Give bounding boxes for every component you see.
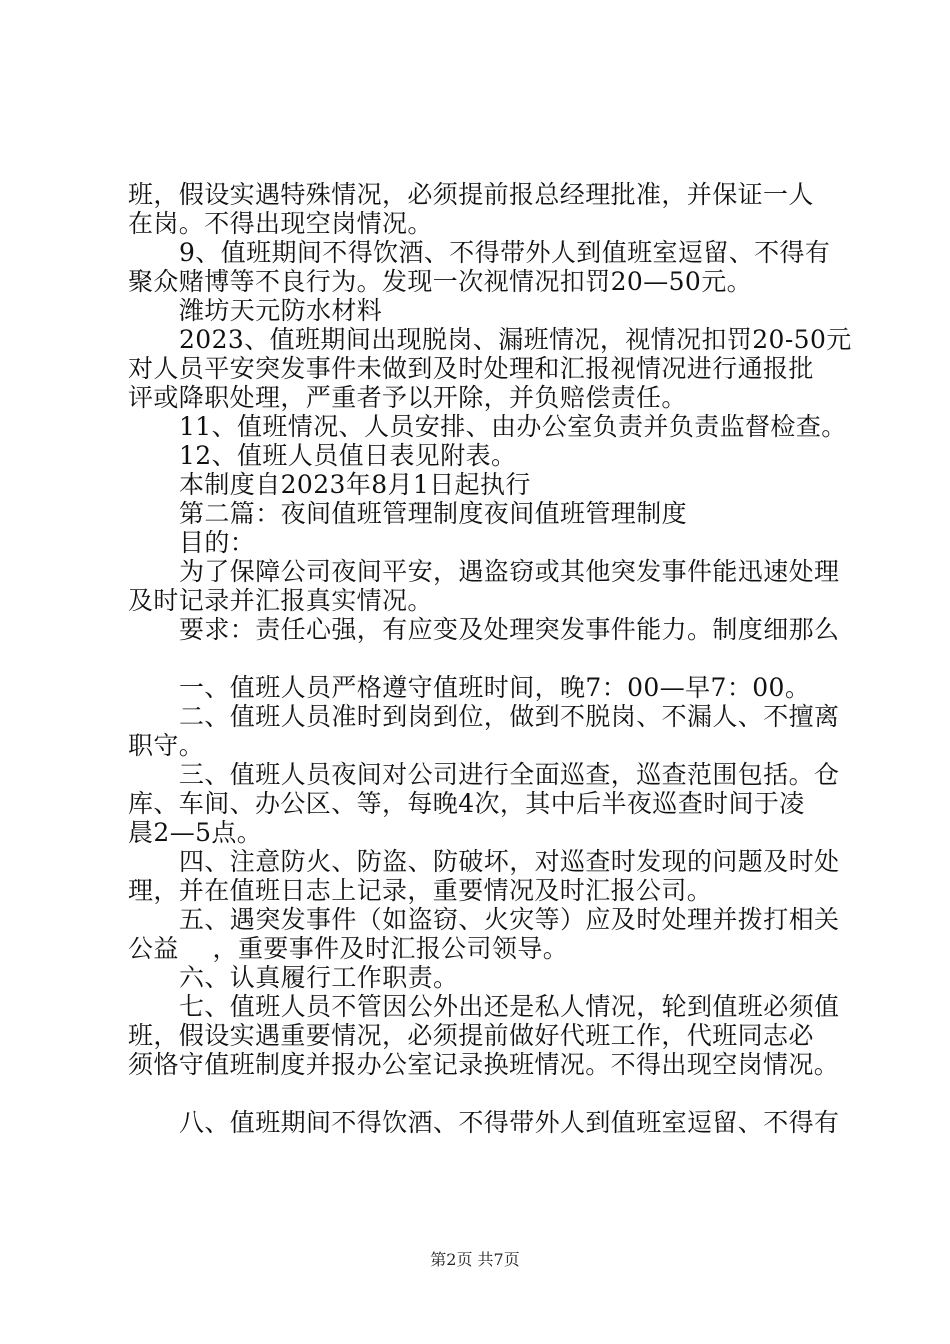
text-line: 公益 ，重要事件及时汇报公司领导。 bbox=[128, 934, 569, 963]
text-line: 9、值班期间不得饮酒、不得带外人到值班室逗留、不得有 bbox=[179, 238, 831, 267]
page-number: 第2页 共7页 bbox=[430, 1250, 520, 1269]
text-line: 本制度自2023年8月1日起执行 bbox=[179, 470, 531, 499]
text-line: 班，假设实遇重要情况，必须提前做好代班工作，代班同志必 bbox=[128, 1021, 814, 1050]
text-line: 为了保障公司夜间平安，遇盗窃或其他突发事件能迅速处理 bbox=[179, 557, 840, 586]
text-line: 12、值班人员值日表见附表。 bbox=[179, 441, 517, 470]
text-line: 及时记录并汇报真实情况。 bbox=[128, 586, 433, 615]
text-line: 八、值班期间不得饮酒、不得带外人到值班室逗留、不得有 bbox=[179, 1108, 840, 1137]
text-line: 三、值班人员夜间对公司进行全面巡查，巡查范围包括。仓 bbox=[179, 760, 840, 789]
text-line: 目的： bbox=[179, 528, 256, 557]
text-line: 五、遇突发事件（如盗窃、火灾等）应及时处理并拨打相关 bbox=[179, 905, 840, 934]
text-line: 在岗。不得出现空岗情况。 bbox=[128, 209, 433, 238]
text-line: 晨2—5点。 bbox=[128, 818, 263, 847]
text-line: 对人员平安突发事件未做到及时处理和汇报视情况进行通报批 bbox=[128, 354, 814, 383]
document-body bbox=[128, 180, 852, 1137]
text-line: 二、值班人员准时到岗到位，做到不脱岗、不漏人、不擅离 bbox=[179, 702, 840, 731]
text-line: 四、注意防火、防盗、防破坏，对巡查时发现的问题及时处 bbox=[179, 847, 840, 876]
text-line: 六、认真履行工作职责。 bbox=[179, 963, 459, 992]
text-line: 七、值班人员不管因公外出还是私人情况，轮到值班必须值 bbox=[179, 992, 840, 1021]
text-line: 班，假设实遇特殊情况，必须提前报总经理批准，并保证一人 bbox=[128, 180, 814, 209]
text-line: 职守。 bbox=[128, 731, 205, 760]
text-line: 聚众赌博等不良行为。发现一次视情况扣罚20—50元。 bbox=[128, 267, 753, 296]
blank-line bbox=[128, 644, 840, 673]
text-line: 潍坊天元防水材料 bbox=[179, 296, 383, 325]
text-line: 须恪守值班制度并报办公室记录换班情况。不得出现空岗情况。 bbox=[128, 1050, 840, 1079]
text-line: 要求：责任心强，有应变及处理突发事件能力。制度细那么 bbox=[179, 615, 840, 644]
text-line: 11、值班情况、人员安排、由办公室负责并负责监督检查。 bbox=[179, 412, 847, 441]
text-line: 一、值班人员严格遵守值班时间，晚7：00—早7：00。 bbox=[179, 673, 811, 702]
text-line: 理，并在值班日志上记录，重要情况及时汇报公司。 bbox=[128, 876, 713, 905]
blank-line bbox=[128, 1079, 840, 1108]
text-line: 评或降职处理，严重者予以开除，并负赔偿责任。 bbox=[128, 383, 687, 412]
text-line: 库、车间、办公区、等，每晚4次，其中后半夜巡查时间于凌 bbox=[128, 789, 805, 818]
text-line: 2023、值班期间出现脱岗、漏班情况，视情况扣罚20-50元 bbox=[179, 325, 852, 354]
section-heading: 第二篇：夜间值班管理制度夜间值班管理制度 bbox=[179, 499, 688, 528]
page-footer bbox=[0, 1250, 950, 1270]
